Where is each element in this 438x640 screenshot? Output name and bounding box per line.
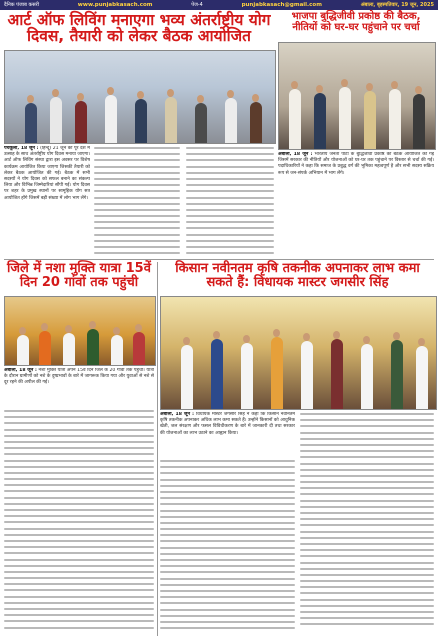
story-bhajpa-body	[278, 152, 434, 258]
story-kisan-col2	[300, 413, 434, 636]
photo-bhajpa-meeting	[278, 42, 436, 150]
body-art-of-living: (हिन्दू) 21 जून को पूरे देश में उत्साह के साथ अंतर्राष्ट्रीय योग दिवस मनाया जाएगा। आर्ट ऑफ लिविंग संस्था द्वारा इस अवसर पर विशेष कार्यक्रम आयोजित किया जाएगा जिसकी तैयारी को लेकर बैठक आयोजित की गई। बैठक में सभी सदस्यों ने योग दिवस को सफल बनाने का संकल्प लिया और विभिन्न जिम्मेदारियां सौंपी गईं। योग दिवस पर शहर के प्रमुख स्थानों पर सामूहिक योग सत्र आयोजित होंगे जिसमें बड़ी संख्या में लोग भाग लेंगे।	[4, 146, 90, 201]
dateline-art-of-living: पंचकूला, 18 जून :	[4, 146, 39, 151]
headline-art-of-living: आर्ट ऑफ लिविंग मनाएगा भव्य अंतर्राष्ट्रीय योग दिवस, तैयारी को लेकर बैठक आयोजित	[7, 11, 271, 46]
story-art-of-living-col1	[4, 146, 90, 258]
photo-yatra	[4, 296, 156, 366]
page-header-bar	[0, 0, 438, 10]
issue-date: अंबाला, बृहस्पतिवार, 19 जून, 2025	[360, 2, 434, 8]
body-bhajpa: भारतीय जनता पार्टी के बुद्धिजीवी प्रकोष्ठ की बैठक आयोजित की गई जिसमें सरकार की नीतियों और योजनाओं को घर-घर तक पहुंचाने पर विस्तार से चर्चा की गई। पदाधिकारियों ने कहा कि समाज के प्रबुद्ध वर्ग की भूमिका महत्वपूर्ण है और सभी सदस्य सक्रिय रूप से जन-संपर्क अभियान में भाग लेंगे।	[278, 152, 434, 176]
dateline-kisan: अंबाला, 18 जून :	[160, 412, 194, 417]
headline-kisan: किसान नवीनतम कृषि तकनीक अपनाकर लाभ कमा सकते हैं: विधायक मास्टर जगसीर सिंह	[175, 261, 420, 290]
section-divider	[4, 259, 434, 260]
site-email[interactable]: punjabkasach@gmail.com	[241, 2, 322, 8]
headline-yatra: जिले में नशा मुक्ति यात्रा 15वें दिन 20 गांवों तक पहुंची	[7, 261, 151, 290]
story-art-of-living-col3	[186, 147, 274, 257]
column-divider	[157, 262, 158, 636]
paper-name: दैनिक पंजाब कसरी	[4, 2, 40, 8]
dateline-bhajpa: अंबाला, 18 जून :	[278, 152, 313, 157]
body-yatra: नशा मुक्ति यात्रा अपने 15वें दिन जिले के 20 गांवों तक पहुंची। यात्रा के दौरान ग्रामीणों को नशे के दुष्प्रभावों के बारे में जागरूक किया गया और युवाओं से नशे से दूर रहने की अपील की गई।	[4, 368, 154, 386]
story-art-of-living-col2	[94, 147, 180, 257]
page-label: पेज-4	[191, 2, 203, 8]
site-url[interactable]: www.punjabkasach.com	[77, 2, 153, 8]
story-kisan-col1-continued	[160, 460, 295, 636]
body-kisan: विधायक मास्टर जगसीर सिंह ने कहा कि किसान नवीनतम कृषि तकनीक अपनाकर अधिक लाभ कमा सकते हैं। उन्होंने किसानों को आधुनिक खेती, जल संरक्षण और फसल विविधीकरण के बारे में जानकारी दी तथा सरकार की योजनाओं का लाभ उठाने का आह्वान किया।	[160, 412, 295, 436]
story-yatra-continued	[4, 410, 154, 636]
dateline-yatra: अंबाला, 18 जून :	[4, 368, 37, 373]
headline-bhajpa: भाजपा बुद्धिजीवी प्रकोष्ठ की बैठक, नीतियों को घर-घर पहुंचाने पर चर्चा	[291, 11, 421, 33]
photo-kisan-program	[160, 296, 437, 410]
photo-yoga-meeting	[4, 50, 276, 144]
